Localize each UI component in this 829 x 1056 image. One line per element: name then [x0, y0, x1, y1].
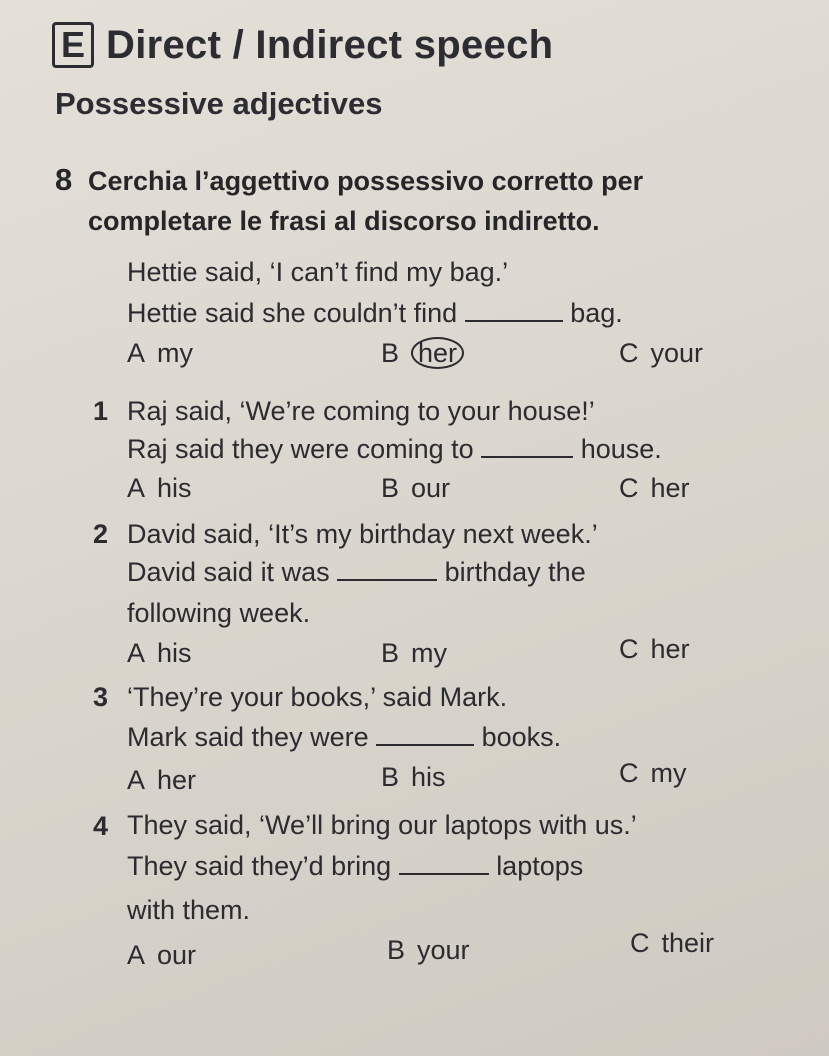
question-2-indirect: David said it was birthday the [127, 557, 586, 587]
question-4-option-b[interactable]: B your [387, 935, 470, 965]
section-title: Direct / Indirect speech [106, 22, 554, 67]
question-4-option-a[interactable]: A our [127, 940, 197, 970]
question-2-option-a[interactable]: A his [127, 638, 192, 668]
section-subtitle: Possessive adjectives [55, 86, 383, 121]
question-1-option-b[interactable]: B our [381, 473, 451, 503]
example-option-a[interactable]: A my [127, 338, 194, 368]
example-option-c[interactable]: C your [619, 338, 704, 368]
section-letter-badge: E [52, 22, 94, 68]
question-number: 2 [93, 519, 109, 549]
question-4-continuation: with them. [127, 895, 251, 925]
example-indirect-sentence [127, 296, 623, 330]
example-direct-sentence: Hettie said, ‘I can’t find my bag.’ [127, 257, 509, 287]
question-2-answer-blank[interactable] [337, 579, 437, 581]
question-3-option-a[interactable]: A her [127, 765, 197, 795]
question-1-answer-blank[interactable] [481, 456, 573, 458]
question-3-option-c[interactable]: C my [619, 758, 687, 788]
question-1-direct: Raj said, ‘We’re coming to your house!’ [127, 396, 595, 426]
question-4-answer-blank[interactable] [399, 873, 489, 875]
question-1-option-c[interactable]: C her [619, 473, 690, 503]
question-number: 3 [93, 682, 109, 712]
question-number: 4 [93, 811, 109, 841]
question-1-option-a[interactable]: A his [127, 473, 192, 503]
question-1-indirect: Raj said they were coming to house. [127, 434, 662, 464]
exercise-number: 8 [55, 162, 73, 197]
question-4-option-c[interactable]: C their [630, 928, 715, 958]
example-answer-blank[interactable] [465, 320, 563, 322]
example-option-b[interactable]: B her [381, 336, 464, 370]
example-indirect-before: Hettie said she couldn’t find [127, 298, 458, 328]
section-header [52, 22, 553, 68]
circled-answer: her [411, 337, 464, 369]
question-2-option-b[interactable]: B my [381, 638, 448, 668]
question-2-option-c[interactable]: C her [619, 634, 690, 664]
question-3-option-b[interactable]: B his [381, 762, 446, 792]
instruction-line-1: Cerchia l’aggettivo possessivo corretto per [88, 166, 644, 196]
instruction-line-2: completare le frasi al discorso indiretto. [88, 206, 600, 236]
example-indirect-after: bag. [570, 298, 623, 328]
question-2-continuation: following week. [127, 598, 311, 628]
question-3-answer-blank[interactable] [376, 744, 474, 746]
exercise-instruction [55, 160, 795, 241]
question-3-direct: ‘They’re your books,’ said Mark. [127, 682, 508, 712]
question-number: 1 [93, 396, 109, 426]
question-4-direct: They said, ‘We’ll bring our laptops with us.’ [127, 810, 637, 840]
question-3-indirect: Mark said they were books. [127, 722, 562, 752]
question-4-indirect: They said they’d bring laptops [127, 851, 584, 881]
question-2-direct: David said, ‘It’s my birthday next week.’ [127, 519, 598, 549]
